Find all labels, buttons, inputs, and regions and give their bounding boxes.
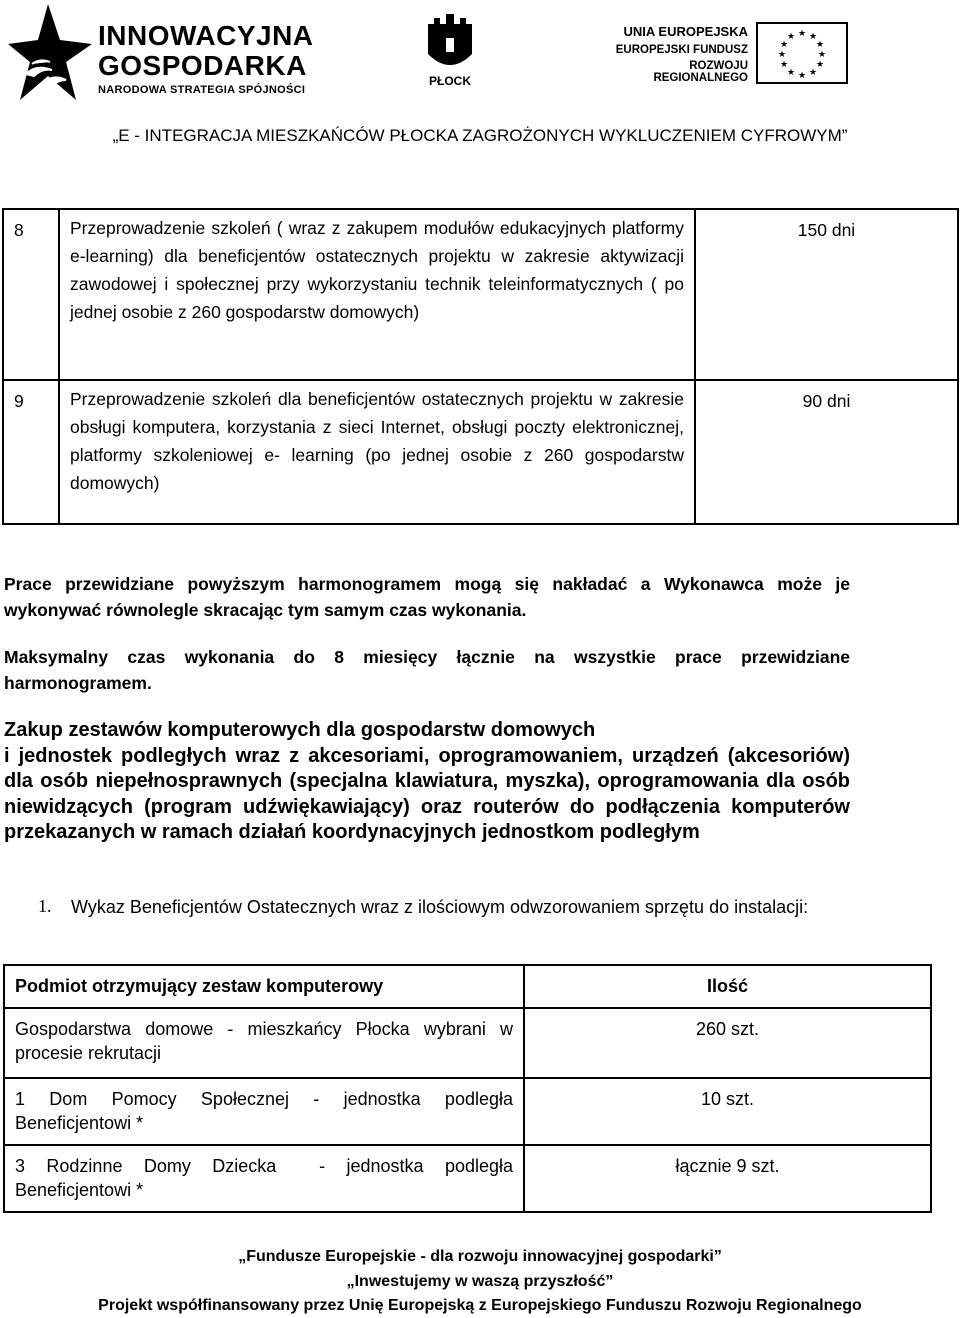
quantity-cell: 10 szt.: [524, 1078, 931, 1145]
svg-text:★: ★: [777, 50, 787, 60]
svg-text:★: ★: [815, 60, 825, 70]
quantity-cell: 260 szt.: [524, 1008, 931, 1078]
row-duration: 150 dni: [695, 209, 958, 380]
star-logo-icon: [8, 4, 92, 100]
quantity-cell: łącznie 9 szt.: [524, 1145, 931, 1212]
svg-text:★: ★: [779, 40, 789, 50]
table-row: [4, 1008, 931, 1078]
svg-text:★: ★: [786, 32, 796, 42]
logo-plock-label: PŁOCK: [429, 74, 471, 88]
svg-text:★: ★: [779, 60, 789, 70]
table-row: [4, 1145, 931, 1212]
logo-ig-line3: NARODOWA STRATEGIA SPÓJNOŚCI: [98, 84, 306, 96]
logo-plock: [424, 14, 476, 88]
paragraph-max-time: Maksymalny czas wykonania do 8 miesięcy łącznie na wszystkie prace przewidziane harmonogramem.: [4, 647, 850, 693]
table-header-row: [4, 965, 931, 1008]
column-header-quantity: Ilość: [524, 965, 931, 1008]
row-number: 9: [3, 380, 59, 524]
svg-text:★: ★: [786, 68, 796, 78]
entity-cell: 1 Dom Pomocy Społecznej - jednostka podległa Beneficjentowi *: [4, 1078, 524, 1145]
svg-text:★: ★: [797, 71, 807, 81]
project-title: „E - INTEGRACJA MIESZKAŃCÓW PŁOCKA ZAGROŻONYCH WYKLUCZENIEM CYFROWYM”: [112, 126, 848, 145]
footer-line1: „Fundusze Europejskie - dla rozwoju innowacyjnej gospodarki”: [238, 1248, 722, 1265]
section-heading-line1: Zakup zestawów komputerowych dla gospodarstw domowych: [4, 719, 596, 741]
table-row: [4, 1078, 931, 1145]
logo-innowacyjna-gospodarka: [8, 4, 328, 100]
section-heading-rest: i jednostek podległych wraz z akcesoriami, oprogramowaniem, urządzeń (akcesoriów) dla osób niepełnosprawnych (specjalna klawiatura, myszka), oprogramowania dla osób niewidzących (program udźwiękawiający) oraz routerów do podłączenia komputerów przekazanych w ramach działań koordynacyjnych jednostkom podległym: [4, 744, 850, 843]
column-header-entity: Podmiot otrzymujący zestaw komputerowy: [4, 965, 524, 1008]
section-heading: [4, 718, 850, 846]
svg-text:★: ★: [808, 68, 818, 78]
table-row: [3, 209, 958, 380]
paragraph-overlap: Prace przewidziane powyższym harmonogramem mogą się nakładać a Wykonawca może je wykonywać równolegle skracając tym samym czas wykonania.: [4, 574, 850, 620]
logo-eu-line1: UNIA EUROPEJSKA: [623, 24, 748, 39]
svg-text:★: ★: [808, 32, 818, 42]
footer-line2: „Inwestujemy w waszą przyszłość”: [346, 1273, 614, 1290]
svg-text:★: ★: [797, 29, 807, 39]
logo-eu-line3: ROZWOJU REGIONALNEGO: [653, 60, 748, 84]
plock-crest-icon: [424, 14, 476, 72]
row-description: Przeprowadzenie szkoleń ( wraz z zakupem modułów edukacyjnych platformy e-learning) dla beneficjentów ostatecznych projektu w zakresie aktywizacji zawodowej i społecznej przy wykorzystaniu technik teleinformatycznych ( po jednej osobie z 260 gospodarstw domowych): [59, 209, 695, 380]
logo-eu-line2: EUROPEJSKI FUNDUSZ: [615, 44, 748, 56]
list-number: 1.: [38, 896, 52, 916]
logo-eu: [600, 20, 850, 86]
svg-text:★: ★: [815, 40, 825, 50]
svg-text:★: ★: [817, 50, 827, 60]
list-item: Wykaz Beneficjentów Ostatecznych wraz z ilościowym odwzorowaniem sprzętu do instalacji:: [71, 897, 809, 917]
table-row: [3, 380, 958, 524]
logo-ig-line1: INNOWACYJNA: [98, 20, 314, 51]
footer-line3: Projekt współfinansowany przez Unię Europejską z Europejskiego Funduszu Rozwoju Regionalnego: [98, 1297, 862, 1314]
schedule-table: [2, 208, 959, 525]
eu-flag-icon: [756, 22, 848, 84]
entity-cell: 3 Rodzinne Domy Dziecka - jednostka podległa Beneficjentowi *: [4, 1145, 524, 1212]
row-duration: 90 dni: [695, 380, 958, 524]
beneficiaries-table: [3, 964, 932, 1213]
entity-cell: Gospodarstwa domowe - mieszkańcy Płocka wybrani w procesie rekrutacji: [4, 1008, 524, 1078]
row-number: 8: [3, 209, 59, 380]
row-description: Przeprowadzenie szkoleń dla beneficjentów ostatecznych projektu w zakresie obsługi komputera, korzystania z sieci Internet, obsługi poczty elektronicznej, platformy szkoleniowej e- learning (po jednej osobie z 260 gospodarstw domowych): [59, 380, 695, 524]
logo-ig-line2: GOSPODARKA: [98, 50, 307, 81]
